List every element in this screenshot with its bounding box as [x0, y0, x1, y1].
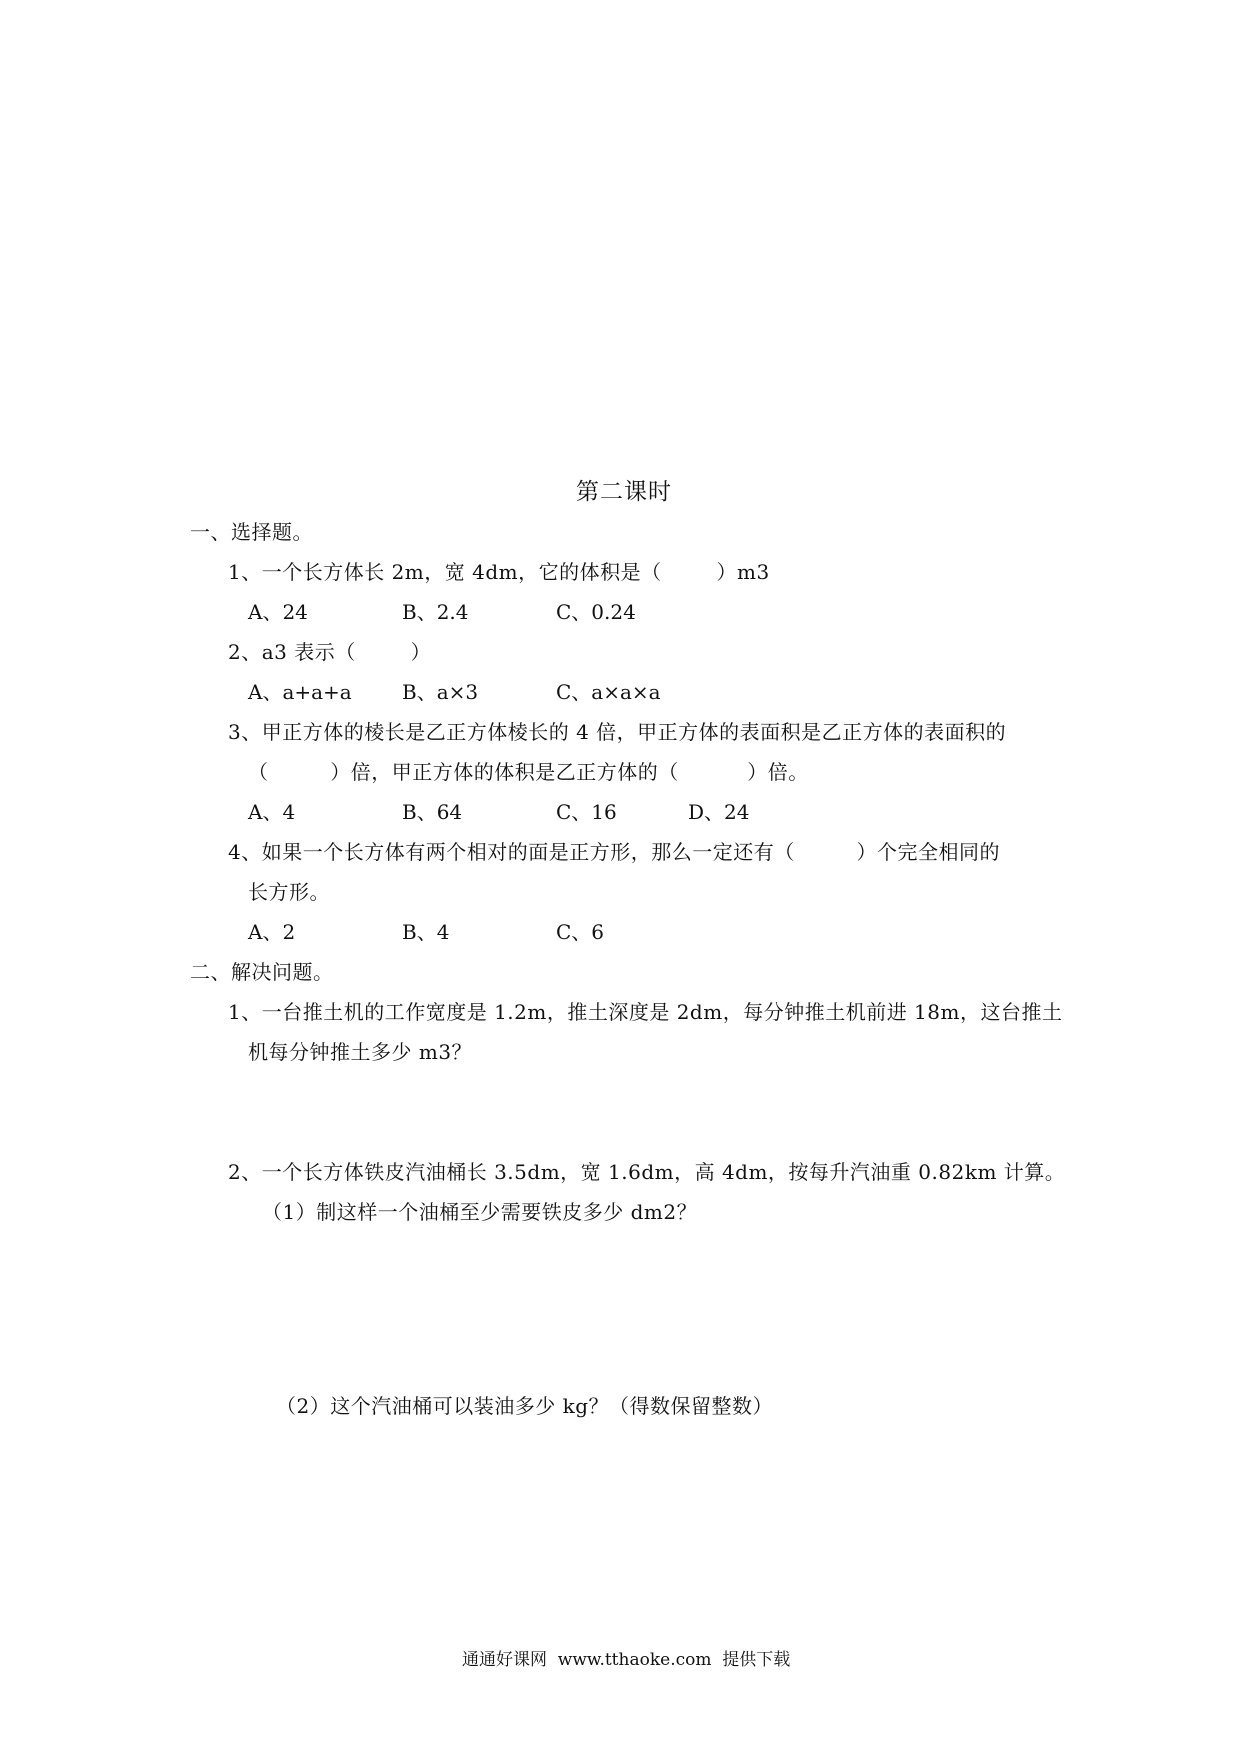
q4-option-a: A、2: [248, 920, 296, 944]
q2-option-a: A、a+a+a: [248, 680, 352, 704]
q3-option-c: C、16: [556, 800, 617, 824]
page-title: 第二课时: [576, 479, 672, 505]
question-1: 1、一个长方体长 2m，宽 4dm，它的体积是（ ）m3: [228, 560, 770, 584]
question-4-line-2: 长方形。: [248, 880, 330, 904]
section-heading-problems: 二、解决问题。: [190, 960, 334, 984]
question-3-line-2: （ ）倍，甲正方体的体积是乙正方体的（ ）倍。: [248, 760, 809, 784]
problem-1-line-2: 机每分钟推土多少 m3？: [248, 1040, 473, 1064]
q3-option-b: B、64: [402, 800, 463, 824]
page-footer: 通通好课网 www.tthaoke.com 提供下载: [462, 1650, 791, 1670]
question-2: 2、a3 表示（ ）: [228, 640, 432, 664]
question-4-line-1: 4、如果一个长方体有两个相对的面是正方形，那么一定还有（ ）个完全相同的: [228, 840, 1000, 864]
problem-2-sub-2: （2）这个汽油桶可以装油多少 kg？（得数保留整数）: [276, 1394, 774, 1418]
problem-2-sub-1: （1）制这样一个油桶至少需要铁皮多少 dm2？: [262, 1200, 698, 1224]
section-heading-choice: 一、选择题。: [190, 520, 313, 544]
q4-option-b: B、4: [402, 920, 450, 944]
q3-option-a: A、4: [248, 800, 296, 824]
problem-1-line-1: 1、一台推土机的工作宽度是 1.2m，推土深度是 2dm，每分钟推土机前进 18m，这台推土: [228, 1000, 1063, 1024]
q4-option-c: C、6: [556, 920, 605, 944]
q3-option-d: D、24: [688, 800, 750, 824]
q1-option-b: B、2.4: [402, 600, 469, 624]
question-3-line-1: 3、甲正方体的棱长是乙正方体棱长的 4 倍，甲正方体的表面积是乙正方体的表面积的: [228, 720, 1007, 744]
problem-2-line-1: 2、一个长方体铁皮汽油桶长 3.5dm，宽 1.6dm，高 4dm，按每升汽油重 0.82km 计算。: [228, 1160, 1066, 1184]
q1-option-a: A、24: [248, 600, 308, 624]
q2-option-c: C、a×a×a: [556, 680, 661, 704]
q2-option-b: B、a×3: [402, 680, 479, 704]
q1-option-c: C、0.24: [556, 600, 636, 624]
